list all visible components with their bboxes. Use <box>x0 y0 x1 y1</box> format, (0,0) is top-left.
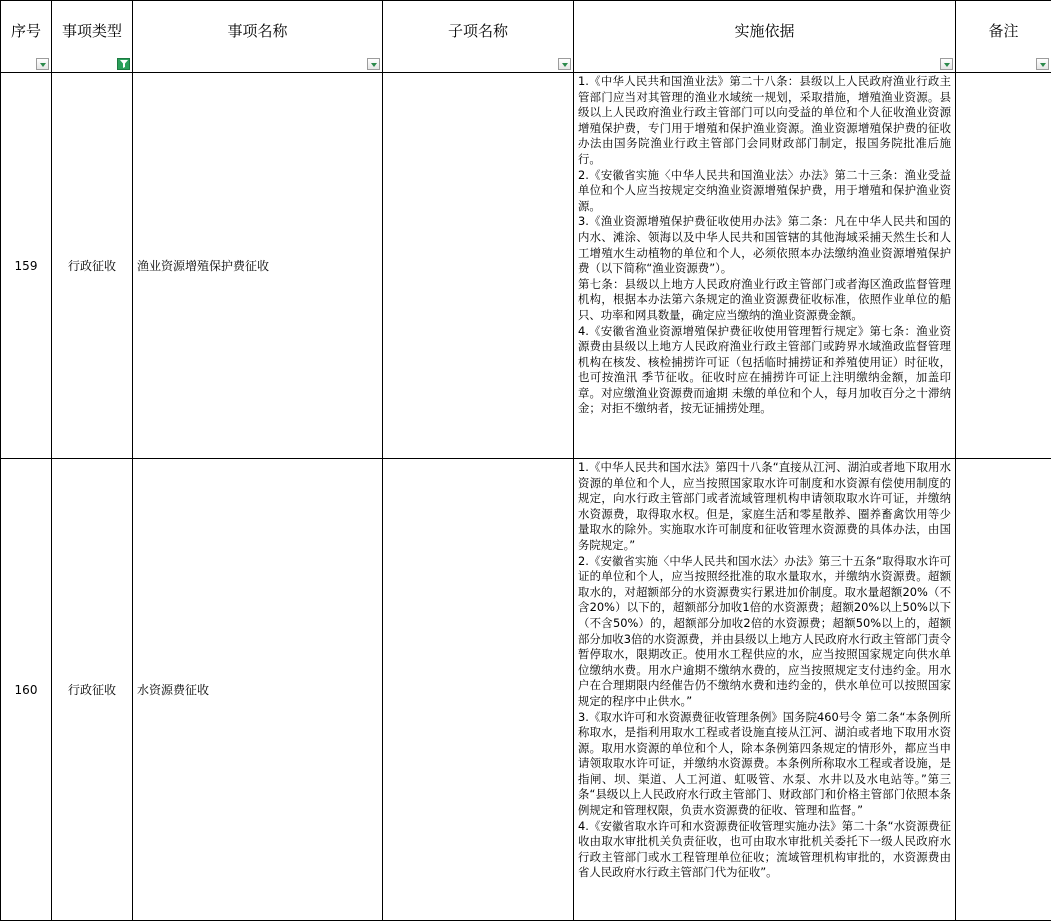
header-seq <box>1 1 52 73</box>
basis-paragraph: 1.《中华人民共和国渔业法》第二十八条：县级以上人民政府渔业行政主管部门应当对其管理的渔业水域统一规划，采取措施，增殖渔业资源。县级以上人民政府渔业行政主管部门可以向受益的单位和个人征收渔业资源增殖保护费，专门用于增殖和保护渔业资源。渔业资源增殖保护费的征收办法由国务院渔业行政主管部门会同财政部门制定，报国务院批准后施行。 <box>578 74 951 166</box>
header-type-label: 事项类型 <box>61 22 122 40</box>
cell-note[interactable] <box>956 459 1051 921</box>
basis-paragraph: 2.《安徽省实施〈中华人民共和国水法〉办法》第三十五条“取得取水许可证的单位和个人，应当按照经批准的取水量取水，并缴纳水资源费。超额取水的，对超额部分的水资源费实行累进加价制度。取水量超额20%（不含20%）以下的，超额部分加收1倍的水资源费；超额20%以上50%以下（不含50%）的，超额部分加收2倍的水资源费；超额50%以上的，超额部分加收3倍的水资源费，并由县级以上地方人民政府水行政主管部门责令暂停取水，限期改正。使用水工程供应的水，应当按照国家规定向供水单位缴纳水费。用水户逾期不缴纳水费的，应当按照规定支付违约金。用水户在合理期限内经催告仍不缴纳水费和违约金的，供水单位可以按照国家规定的程序中止供水。” <box>578 553 951 708</box>
cell-basis[interactable] <box>574 73 956 459</box>
dropdown-arrow-icon[interactable] <box>1036 58 1049 70</box>
cell-sub[interactable] <box>383 459 574 921</box>
dropdown-arrow-icon[interactable] <box>558 58 571 70</box>
table-row <box>1 459 1051 921</box>
basis-paragraph: 3.《渔业资源增殖保护费征收使用办法》第二条：凡在中华人民共和国的内水、滩涂、领海以及中华人民共和国管辖的其他海域采捕天然生长和人工增殖水生动植物的单位和个人，必须依照本办法缴纳渔业资源增殖保护费（以下简称“渔业资源费”）。 <box>578 214 951 276</box>
header-name-label: 事项名称 <box>227 22 288 40</box>
funnel-icon <box>120 60 128 68</box>
cell-basis[interactable] <box>574 459 956 921</box>
basis-paragraph: 1.《中华人民共和国水法》第四十八条“直接从江河、湖泊或者地下取用水资源的单位和个人，应当按照国家取水许可制度和水资源有偿使用制度的规定，向水行政主管部门或者流域管理机构申请领取取水许可证，并缴纳水资源费，取得取水权。但是，家庭生活和零星散养、圈养畜禽饮用等少量取水的除外。实施取水许可制度和征收管理水资源费的具体办法，由国务院规定。” <box>578 460 951 552</box>
cell-name[interactable]: 渔业资源增殖保护费征收 <box>133 73 383 459</box>
cell-type[interactable]: 行政征收 <box>52 73 133 459</box>
header-note-label: 备注 <box>988 22 1019 40</box>
header-row <box>1 1 1051 73</box>
basis-paragraph: 4.《安徽省取水许可和水资源费征收管理实施办法》第二十条“水资源费征收由取水审批机关负责征收，也可由取水审批机关委托下一级人民政府水行政主管部门或水工程管理单位征收；流域管理机构审批的，水资源费由省人民政府水行政主管部门代为征收”。 <box>578 818 951 880</box>
cell-sub[interactable] <box>383 73 574 459</box>
header-note <box>956 1 1051 73</box>
dropdown-arrow-icon[interactable] <box>367 58 380 70</box>
basis-paragraph: 2.《安徽省实施〈中华人民共和国渔业法〉办法》第二十三条：渔业受益单位和个人应当按规定交纳渔业资源增殖保护费，用于增殖和保护渔业资源。 <box>578 167 951 213</box>
header-type <box>52 1 133 73</box>
cell-seq[interactable]: 159 <box>1 73 52 459</box>
header-name <box>133 1 383 73</box>
basis-paragraph: 4.《安徽省渔业资源增殖保护费征收使用管理暂行规定》第七条：渔业资源费由县级以上地方人民政府渔业行政主管部门或跨界水域渔政监督管理机构在核发、核检捕捞许可证（包括临时捕捞证和养殖使用证）时征收，也可按渔汛 季节征收。征收时应在捕捞许可证上注明缴纳金额，加盖印章。对应缴渔业资源费而逾期 未缴的单位和个人，每月加收百分之十滞纳金；对拒不缴纳者，按无证捕捞处理。 <box>578 323 951 416</box>
basis-paragraph: 第七条：县级以上地方人民政府渔业行政主管部门或者海区渔政监督管理机构，根据本办法第六条规定的渔业资源费征收标准，依照作业单位的船只、功率和网具数量，确定应当缴纳的渔业资源费金额。 <box>578 276 951 322</box>
header-sub <box>383 1 574 73</box>
cell-type[interactable]: 行政征收 <box>52 459 133 921</box>
header-sub-label: 子项名称 <box>447 22 508 40</box>
table-row <box>1 73 1051 459</box>
cell-name[interactable]: 水资源费征收 <box>133 459 383 921</box>
dropdown-arrow-icon[interactable] <box>940 58 953 70</box>
header-basis-label: 实施依据 <box>734 22 795 40</box>
cell-note[interactable] <box>956 73 1051 459</box>
basis-paragraph: 3.《取水许可和水资源费征收管理条例》国务院460号令 第二条“本条例所称取水，是指利用取水工程或者设施直接从江河、湖泊或者地下取用水资源。取用水资源的单位和个人，除本条例第四条规定的情形外，都应当申请领取取水许可证，并缴纳水资源费。本条例所称取水工程或者设施，是指闸、坝、渠道、人工河道、虹吸管、水泵、水井以及水电站等。”第三条“县级以上人民政府水行政主管部门、财政部门和价格主管部门依照本条例规定和管理权限，负责水资源费的征收、管理和监督。” <box>578 709 951 818</box>
header-basis <box>574 1 956 73</box>
filter-active-icon[interactable] <box>117 58 130 70</box>
cell-seq[interactable]: 160 <box>1 459 52 921</box>
header-seq-label: 序号 <box>10 22 41 40</box>
dropdown-arrow-icon[interactable] <box>36 58 49 70</box>
